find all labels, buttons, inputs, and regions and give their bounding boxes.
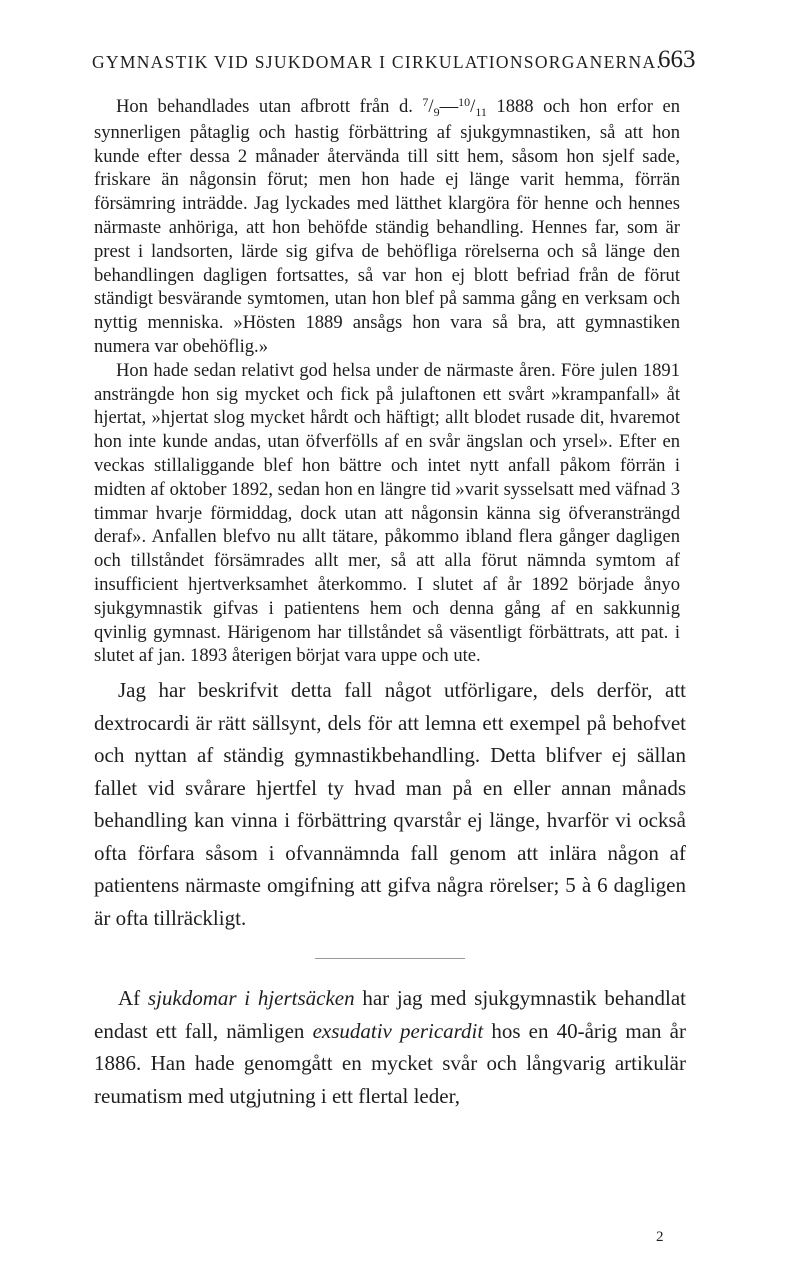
pericardium-section bbox=[94, 982, 686, 1112]
signature-number: 2 bbox=[656, 1229, 664, 1245]
p4-text-1: Af bbox=[118, 986, 148, 1010]
section-divider bbox=[315, 958, 465, 959]
page-number: 663 bbox=[658, 46, 696, 73]
paragraph-4 bbox=[94, 982, 686, 1112]
paragraph-3: Jag har beskrifvit detta fall något utförligare, dels derför, att dextrocardi är rätt sällsynt, dels för att lemna ett exempel på behofvet och nyttan af ständig gymnastikbehandling. Detta blifver ej sällan fallet vid svårare hjertfel ty hvad man på en eller annan månads behandling kan vinna i förbättring qvarstår ej länge, hvarför vi också ofta förfara såsom i ofvannämnda fall genom att inlära någon af patientens närmaste omgifning att gifva några rörelser; 5 à 6 dagligen är ofta tillräckligt. bbox=[94, 678, 686, 930]
date-fraction-1-denominator: 9 bbox=[433, 105, 440, 119]
p4-italic-1: sjukdomar i hjertsäcken bbox=[147, 986, 355, 1010]
date-dash: — bbox=[439, 96, 459, 117]
date-fraction-1-slash: / bbox=[428, 96, 434, 117]
p1-text-before-date: Hon behandlades utan afbrott från d. bbox=[116, 96, 423, 117]
paragraph-2: Hon hade sedan relativt god helsa under de närmaste åren. Före julen 1891 ansträngde hon sig mycket och fick på julaftonen ett svårt »krampanfall» åt hjertat, »hjertat slog mycket hårdt och häftigt; allt blodet rusade dit, hvaremot hon inte kunde andas, utan öfverfölls af en svår ängslan och yrsel». Efter en veckas stillaliggande blef hon bättre och intet nytt anfall påkom förrän i midten af oktober 1892, sedan hon en längre tid »varit sysselsatt med väfnad 3 timmar hvarje förmiddag, dock utan att någonsin känna sig öfveransträngd deraf». Anfallen blefvo nu allt tätare, påkommo ibland flera gånger dagligen och tillståndet försämrades allt mer, så att alla förut nämnda symtom af insufficient hjertverksamhet återkommo. I slutet af år 1892 började ånyo sjukgymnastik gifvas i patientens hem och denna gång af en sakkunnig qvinlig gymnast. Härigenom har tillståndet så väsentligt förbättrats, att pat. i slutet af jan. 1893 återigen börjat vara uppe och ute. bbox=[94, 359, 680, 667]
case-description bbox=[94, 95, 680, 668]
running-header bbox=[92, 46, 696, 73]
p4-text-3: hos en 40-årig man år 1886. Han hade genomgått en mycket svår och långvarig artikulär reumatism med utgjutning i ett flertal leder, bbox=[94, 1018, 686, 1108]
date-fraction-2-slash: / bbox=[470, 96, 476, 117]
date-fraction-1-numerator: 7 bbox=[422, 95, 429, 109]
date-fraction-2-denominator: 11 bbox=[475, 105, 487, 119]
paragraph-1 bbox=[94, 95, 680, 359]
date-fraction-2-numerator: 10 bbox=[458, 95, 471, 109]
discussion bbox=[94, 674, 686, 934]
p1-text-after-date: 1888 och hon erfor en synnerligen påtaglig och hastig förbättring af sjukgymnastiken, så att hon kunde efter dessa 2 månader återvända till sitt hem, såsom hon sjelf sade, friskare än någonsin förut; men hon hade ej länge varit hemma, förrän försämring inträdde. Jag lyckades med lätthet klargöra för henne och hennes närmaste anhöriga, att hon behöfde ständig behandling. Hennes far, som är prest i landsorten, lärde sig gifva de behöfliga rörelserna och så länge den behandlingen dagligen fortsattes, så var hon ej blott befriad från de förut ständigt besvärande symtomen, utan hon blef på samma gång en verksam och nyttig menniska. »Hösten 1889 ansågs hon vara så bra, att gymnastiken numera var obehöflig.» bbox=[94, 96, 681, 357]
p4-text-2: har jag med sjukgymnastik behandlat endast ett fall, nämligen bbox=[94, 986, 687, 1043]
p4-italic-2: exsudativ pericardit bbox=[312, 1018, 484, 1043]
running-title: GYMNASTIK VID SJUKDOMAR I CIRKULATIONSORGANERNA. bbox=[92, 52, 663, 72]
